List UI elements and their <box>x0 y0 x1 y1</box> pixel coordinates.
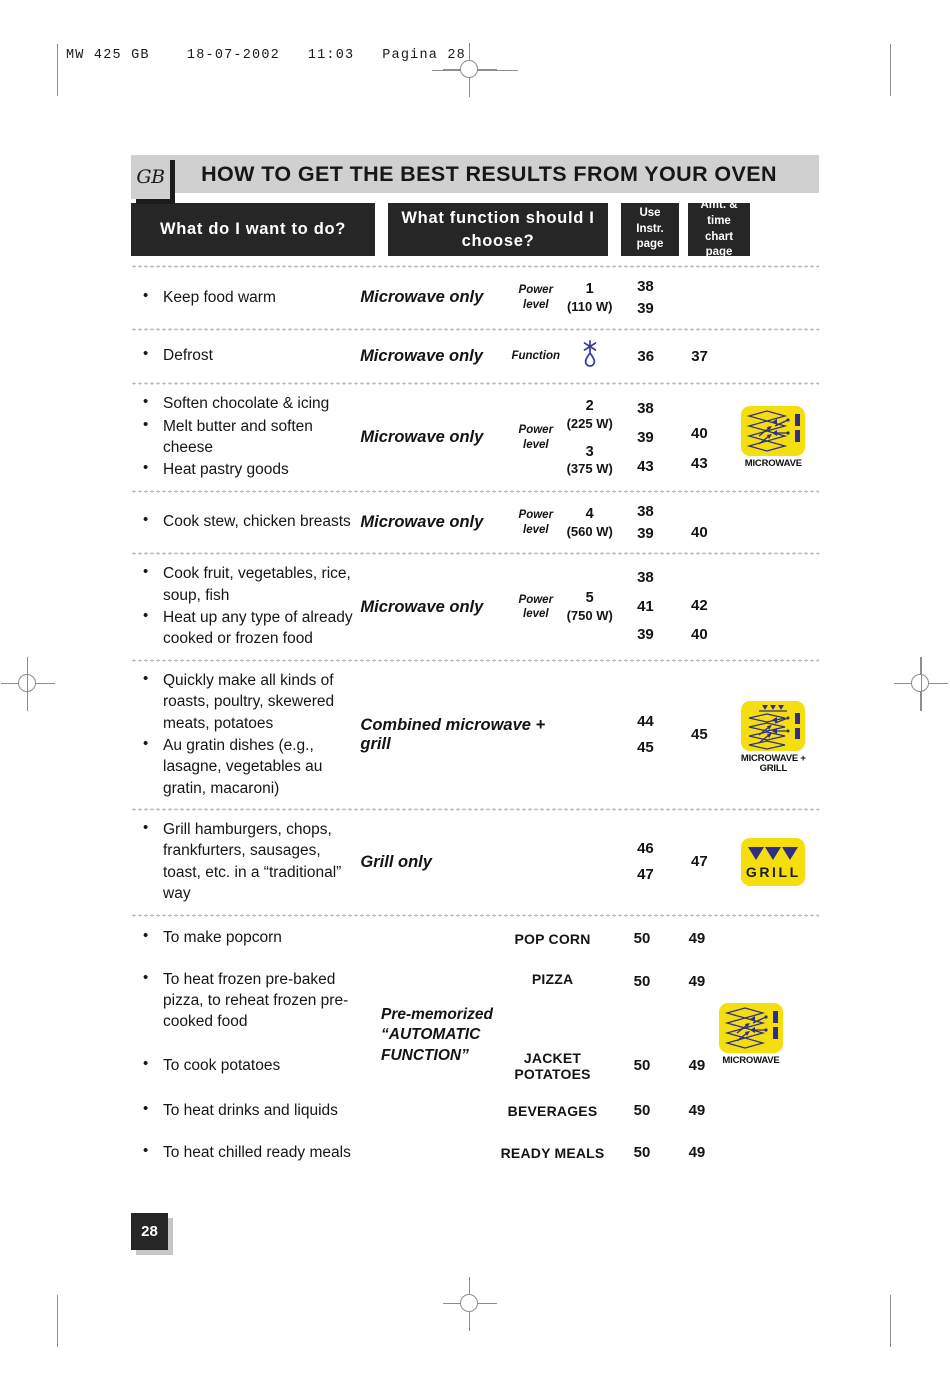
icon-caption: MICROWAVE <box>744 457 802 469</box>
column-header-task: What do I want to do? <box>131 203 375 256</box>
row-instr-pages <box>616 928 668 950</box>
auto-label-line: Pre-memorized <box>381 1005 493 1023</box>
table-row <box>131 662 819 808</box>
page-content <box>131 155 819 1174</box>
row-task-cell <box>131 287 354 309</box>
row-chart-pages <box>671 502 728 544</box>
instr-page: 50 <box>633 1101 651 1119</box>
row-function-cell: Combined microwave + grill <box>360 715 546 753</box>
trim-line-right-bottom <box>890 1295 891 1347</box>
task-bullet: • Defrost <box>137 345 354 366</box>
row-chart-pages <box>671 397 728 478</box>
row-instr-pages <box>620 836 671 889</box>
instr-page: 50 <box>633 972 651 990</box>
row-icon-cell <box>728 695 819 776</box>
page-number-badge <box>131 1213 173 1255</box>
row-icon-cell <box>728 406 819 470</box>
row-task-cell <box>131 1055 359 1077</box>
instr-page: 50 <box>633 929 651 947</box>
auto-row <box>131 1090 819 1132</box>
row-task-cell <box>131 393 354 482</box>
row-mode-label <box>512 423 560 452</box>
row-task-cell <box>131 969 359 1034</box>
instr-page: 38 <box>637 278 654 295</box>
instr-page: 38 <box>637 399 654 417</box>
chart-page: 40 <box>690 425 708 443</box>
registration-mark-left <box>1 657 55 711</box>
row-chart-pages <box>668 1100 726 1122</box>
row-function-cell: Microwave only <box>360 346 483 365</box>
row-task-cell <box>131 563 354 651</box>
auto-function-name: JACKET POTATOES <box>514 1049 591 1082</box>
auto-function-name: POP CORN <box>514 930 591 947</box>
row-instr-pages <box>620 394 671 482</box>
power-level-number: 5 <box>585 590 594 607</box>
chart-page: 49 <box>688 972 706 990</box>
row-level-cell <box>560 339 620 375</box>
registration-mark-bottom <box>443 1277 497 1331</box>
column-header-row <box>131 199 819 259</box>
chart-page: 37 <box>691 347 708 365</box>
chart-page: 45 <box>690 726 708 744</box>
trim-line-right-mid <box>921 657 922 711</box>
trim-line-left-top <box>57 44 58 96</box>
row-instr-pages <box>620 346 671 368</box>
column-header-chart-page: Amt. & time chart page <box>688 203 750 256</box>
row-instr-pages <box>620 709 671 762</box>
row-instr-pages <box>616 1142 668 1164</box>
task-bullet: • Grill hamburgers, chops, frankfurters, sausages, toast, etc. in a “traditional” way <box>137 819 354 905</box>
auto-function-block <box>131 917 819 1174</box>
row-mode-label <box>512 593 560 622</box>
grill-icon-word: GRILL <box>745 863 801 880</box>
microwave-icon <box>741 406 805 470</box>
power-level-watt: (110 W) <box>566 298 613 314</box>
trim-line-left-bottom <box>57 1295 58 1347</box>
power-level-number: 4 <box>585 505 594 522</box>
auto-row <box>131 917 819 961</box>
task-bullet: • To cook potatoes <box>137 1055 359 1076</box>
instr-page: 39 <box>637 626 654 644</box>
chart-page: 47 <box>690 853 708 871</box>
instr-page: 38 <box>637 569 654 587</box>
task-bullet: • To heat chilled ready meals <box>137 1142 359 1163</box>
task-bullet: • To heat drinks and liquids <box>137 1100 359 1121</box>
auto-row <box>131 1132 819 1174</box>
row-chart-pages <box>671 565 728 649</box>
row-instr-pages <box>620 501 671 545</box>
chart-page: 49 <box>688 1056 706 1074</box>
table-row <box>131 493 819 553</box>
instr-page: 39 <box>637 299 654 317</box>
chart-page: 40 <box>690 523 708 541</box>
page-number: 28 <box>131 1213 168 1250</box>
task-bullet: • To make popcorn <box>137 927 359 948</box>
chart-page: 43 <box>690 454 708 472</box>
instr-page: 39 <box>637 524 654 542</box>
row-task-cell <box>131 1142 359 1164</box>
row-mode-label <box>512 508 560 537</box>
row-chart-pages <box>668 1142 726 1164</box>
mode-word-level: level <box>523 438 549 451</box>
task-bullet: • Cook stew, chicken breasts <box>137 511 354 532</box>
row-level-cell <box>560 397 620 478</box>
print-slug: MW 425 GB 18-07-2002 11:03 Pagina 28 <box>66 48 466 63</box>
row-chart-pages <box>668 928 726 950</box>
row-level-cell <box>560 280 620 316</box>
mode-word-level: level <box>523 523 549 536</box>
row-function-cell: Grill only <box>360 852 432 871</box>
task-bullet: • Heat up any type of already cooked or frozen food <box>137 607 354 650</box>
row-function-cell: Microwave only <box>360 597 484 616</box>
row-instr-pages <box>620 564 671 650</box>
power-level-watt: (375 W) <box>566 461 613 477</box>
task-bullet: • Cook fruit, vegetables, rice, soup, fish <box>137 563 354 606</box>
row-function-cell: Microwave only <box>360 288 484 307</box>
chart-page: 49 <box>688 929 706 947</box>
mode-word-power: Power <box>518 424 554 437</box>
task-bullet: • Keep food warm <box>137 287 354 308</box>
table-row <box>131 385 819 490</box>
row-instr-pages <box>616 1100 668 1122</box>
instr-page: 46 <box>637 840 654 858</box>
row-mode-label <box>512 283 560 312</box>
power-level-watt: (750 W) <box>566 608 613 624</box>
defrost-symbol-icon <box>579 339 601 375</box>
instr-page: 50 <box>633 1143 651 1161</box>
row-function-cell: Microwave only <box>360 428 484 447</box>
task-bullet: • Au gratin dishes (e.g., lasagne, vegetables au gratin, macaroni) <box>137 735 354 799</box>
instr-page: 39 <box>637 428 654 446</box>
row-chart-pages <box>671 724 728 746</box>
table-row <box>131 811 819 914</box>
task-bullet: • Heat pastry goods <box>137 459 354 480</box>
row-instr-pages <box>616 969 668 993</box>
auto-function-name: PIZZA <box>531 970 574 987</box>
microwave-grill-icon <box>728 701 819 776</box>
row-task-cell <box>131 1100 359 1122</box>
row-icon-cell <box>728 838 819 886</box>
row-chart-pages <box>668 1055 726 1077</box>
page-title: HOW TO GET THE BEST RESULTS FROM YOUR OVEN <box>201 161 777 186</box>
row-task-cell <box>131 670 354 800</box>
locale-badge <box>131 155 175 204</box>
row-level-cell <box>560 505 620 541</box>
auto-row <box>131 1042 819 1090</box>
instr-page: 50 <box>633 1056 651 1074</box>
auto-label-line: FUNCTION” <box>381 1046 469 1064</box>
mode-word-level: level <box>523 608 549 621</box>
instr-page: 41 <box>637 597 654 615</box>
instr-page: 45 <box>637 738 654 756</box>
column-header-instr-page: Use Instr. page <box>621 203 679 256</box>
power-level-number: 2 <box>585 397 594 414</box>
auto-function-name: READY MEALS <box>500 1144 605 1161</box>
auto-label-line: “AUTOMATIC <box>381 1026 481 1044</box>
task-bullet: • Soften chocolate & icing <box>137 393 354 414</box>
row-chart-pages <box>668 969 726 993</box>
chart-page: 49 <box>688 1101 706 1119</box>
row-mode-label: Function <box>511 350 560 363</box>
row-function-cell: Microwave only <box>360 513 484 532</box>
power-level-number: 3 <box>585 443 594 460</box>
column-header-function: What function should I choose? <box>388 203 608 256</box>
power-level-watt: (225 W) <box>566 415 613 431</box>
row-chart-pages <box>671 851 728 873</box>
icon-caption: MICROWAVE <box>722 1054 780 1066</box>
auto-function-name: BEVERAGES <box>507 1102 598 1119</box>
chart-page: 42 <box>690 597 708 615</box>
table-row <box>131 268 819 328</box>
row-level-cell <box>560 589 620 625</box>
row-instr-pages <box>620 276 671 320</box>
instr-page: 38 <box>637 502 654 520</box>
trim-line-right-top <box>890 44 891 96</box>
locale-badge-label: GB <box>131 155 170 199</box>
row-task-cell <box>131 511 354 533</box>
icon-caption: MICROWAVE + GRILL <box>740 752 806 775</box>
mode-word-power: Power <box>518 284 554 297</box>
row-chart-pages <box>671 346 728 368</box>
page-title-bar <box>131 155 819 193</box>
task-bullet: • To heat frozen pre-baked pizza, to reheat frozen pre-cooked food <box>137 969 359 1033</box>
instr-page: 47 <box>637 866 654 884</box>
auto-row <box>131 961 819 1042</box>
row-task-cell <box>131 819 354 906</box>
instr-page: 43 <box>637 458 654 476</box>
grill-icon <box>741 838 805 886</box>
chart-page: 49 <box>688 1143 706 1161</box>
instr-page: 36 <box>637 347 655 365</box>
row-instr-pages <box>616 1055 668 1077</box>
power-level-watt: (560 W) <box>566 523 613 539</box>
task-bullet: • Quickly make all kinds of roasts, poultry, skewered meats, potatoes <box>137 670 354 734</box>
table-row <box>131 555 819 659</box>
trim-line-left-mid <box>27 657 28 711</box>
table-row <box>131 331 819 383</box>
mode-word-power: Power <box>518 593 554 606</box>
power-level-number: 1 <box>585 280 594 297</box>
instr-page: 44 <box>637 712 654 730</box>
mode-word-power: Power <box>518 509 554 522</box>
mode-word-level: level <box>523 298 549 311</box>
chart-page: 40 <box>690 625 708 643</box>
row-task-cell <box>131 927 359 949</box>
task-bullet: • Melt butter and soften cheese <box>137 416 354 459</box>
row-task-cell <box>131 345 354 367</box>
